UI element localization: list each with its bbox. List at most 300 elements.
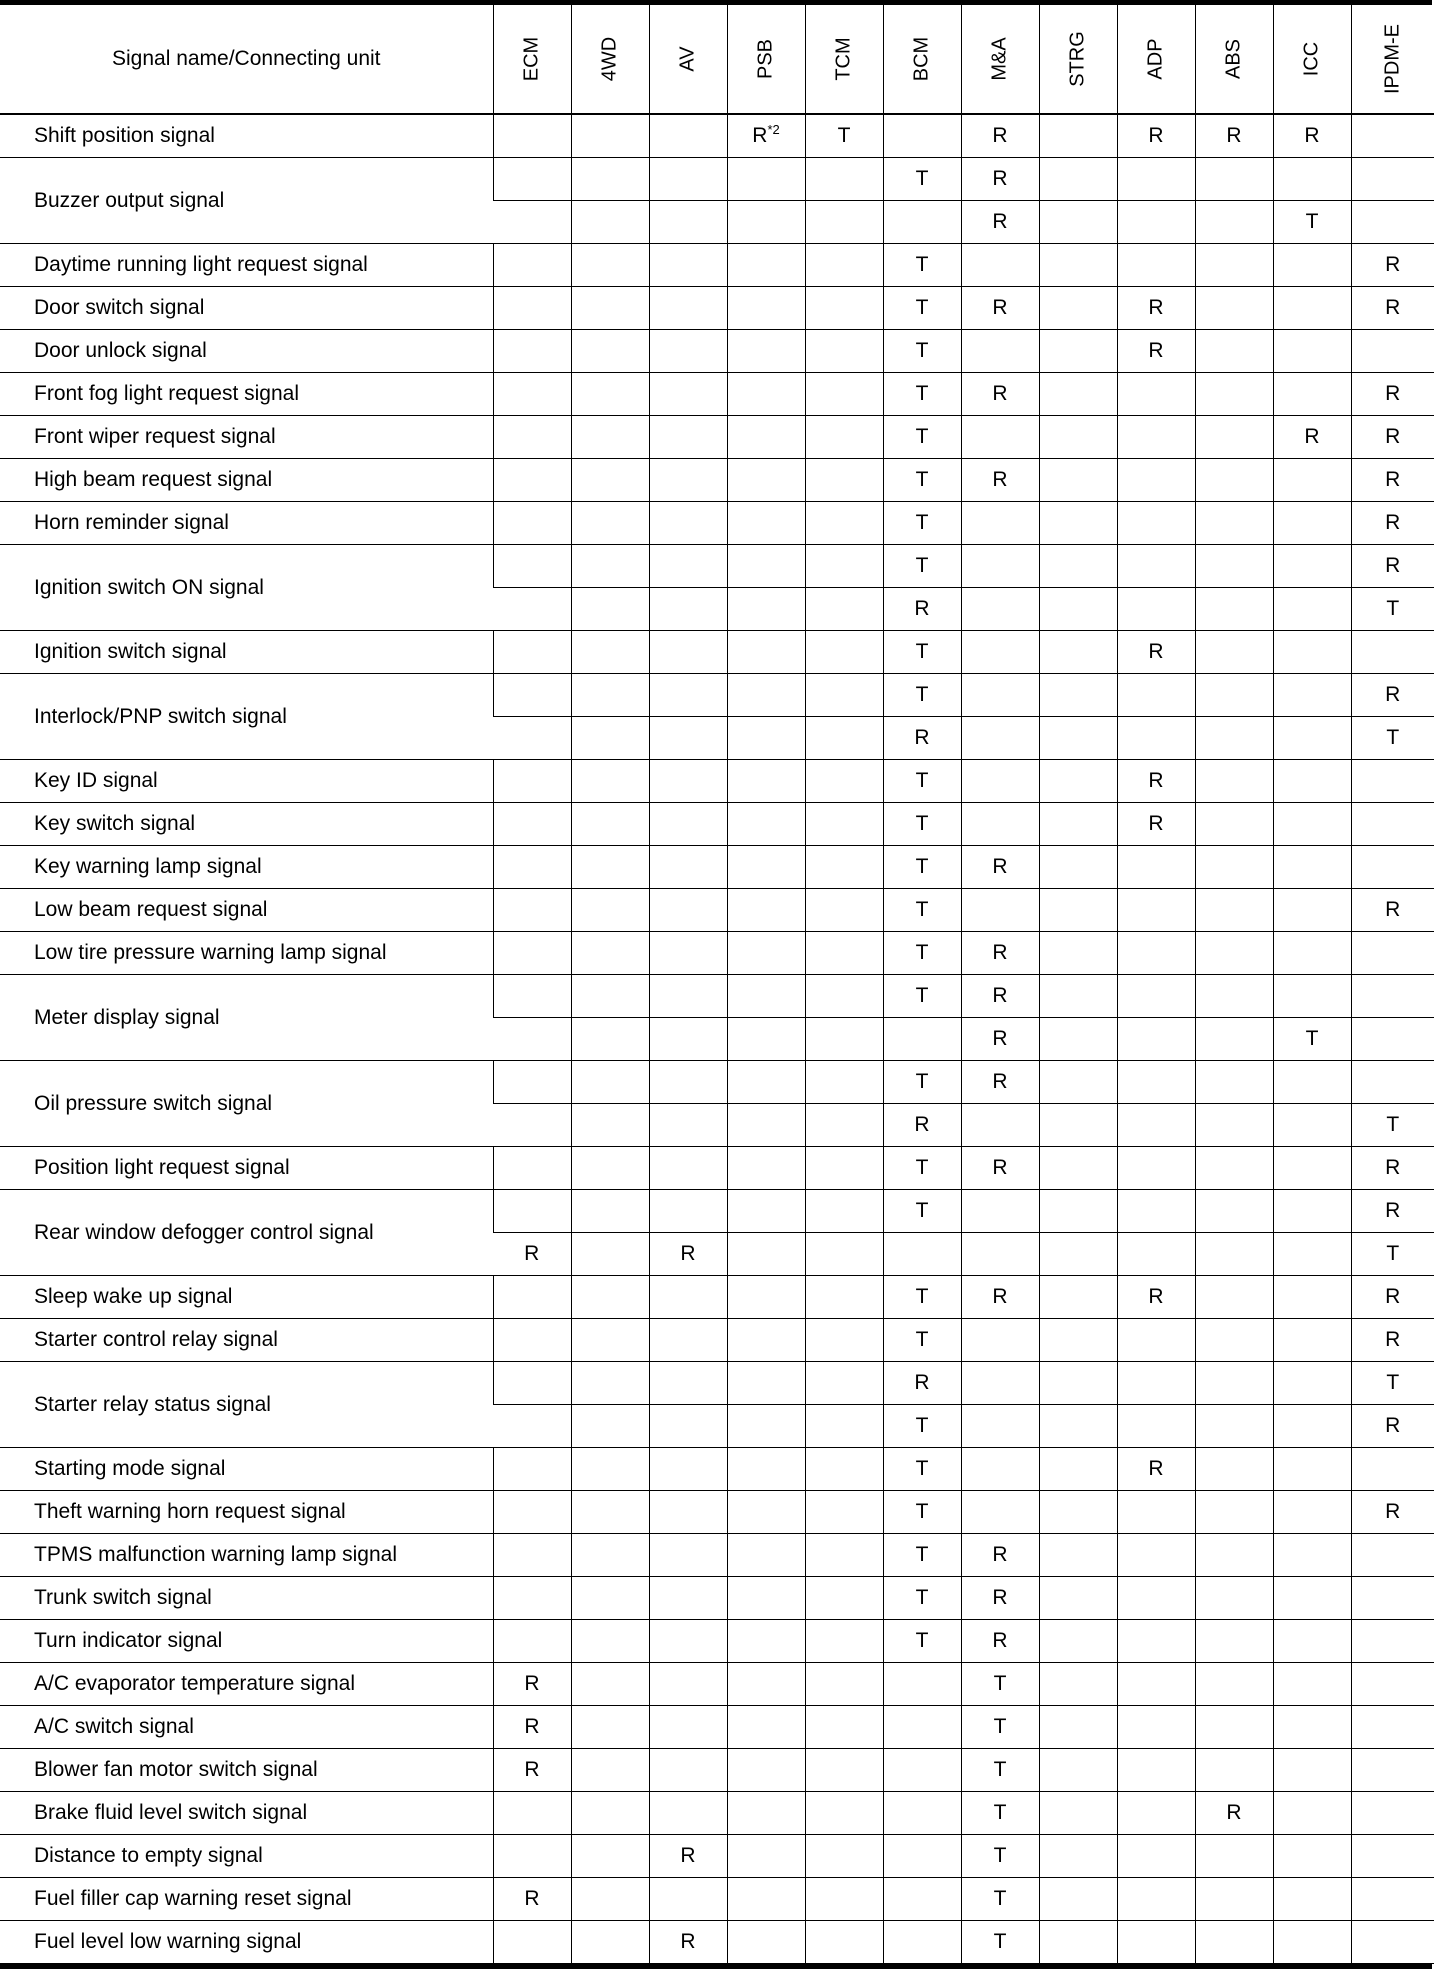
unit-cell-abs xyxy=(1195,1749,1273,1792)
unit-cell-icc xyxy=(1273,1577,1351,1620)
unit-cell-psb xyxy=(727,1878,805,1921)
unit-cell-adp xyxy=(1117,1491,1195,1534)
unit-cell-psb xyxy=(727,1534,805,1577)
signal-name-cell: Starter relay status signal xyxy=(0,1362,493,1448)
header-unit-av xyxy=(649,5,727,114)
unit-cell-adp xyxy=(1117,1319,1195,1362)
unit-cell-strg xyxy=(1039,1190,1117,1233)
unit-cell-icc xyxy=(1273,1405,1351,1448)
unit-cell-m-a xyxy=(961,1405,1039,1448)
unit-cell-ecm xyxy=(493,760,571,803)
header-unit-icc xyxy=(1273,5,1351,114)
unit-cell-tcm xyxy=(805,1792,883,1835)
unit-cell-icc xyxy=(1273,1190,1351,1233)
unit-cell-icc xyxy=(1273,760,1351,803)
unit-cell-tcm xyxy=(805,1147,883,1190)
unit-cell-icc xyxy=(1273,244,1351,287)
table-row xyxy=(0,631,1434,674)
unit-cell-strg xyxy=(1039,932,1117,975)
unit-cell-abs xyxy=(1195,1491,1273,1534)
unit-cell-ipdm-e xyxy=(1351,330,1434,373)
unit-cell-m-a xyxy=(961,889,1039,932)
unit-cell-bcm: R xyxy=(883,588,961,631)
unit-cell-psb xyxy=(727,1491,805,1534)
unit-cell-ecm xyxy=(493,1319,571,1362)
unit-cell-tcm xyxy=(805,244,883,287)
header-unit-label: PSB xyxy=(754,38,777,80)
unit-cell-ecm xyxy=(493,416,571,459)
unit-cell-bcm: T xyxy=(883,932,961,975)
unit-cell-ecm xyxy=(493,244,571,287)
unit-cell-av xyxy=(649,760,727,803)
unit-cell-m-a: R xyxy=(961,1620,1039,1663)
unit-cell-ecm xyxy=(493,1534,571,1577)
unit-cell-ecm: R xyxy=(493,1663,571,1706)
unit-cell-av xyxy=(649,1491,727,1534)
unit-cell-av: R xyxy=(649,1233,727,1276)
unit-cell-abs: R xyxy=(1195,114,1273,158)
table-row xyxy=(0,1620,1434,1663)
unit-cell-strg xyxy=(1039,1362,1117,1405)
unit-cell-ecm xyxy=(493,201,571,244)
unit-cell-abs xyxy=(1195,1147,1273,1190)
unit-cell-strg xyxy=(1039,1405,1117,1448)
unit-cell-abs xyxy=(1195,1104,1273,1147)
signal-name-cell: Ignition switch ON signal xyxy=(0,545,493,631)
unit-cell-tcm xyxy=(805,459,883,502)
unit-cell-tcm xyxy=(805,1233,883,1276)
signal-name-cell: Rear window defogger control signal xyxy=(0,1190,493,1276)
unit-cell-tcm xyxy=(805,846,883,889)
unit-cell-bcm xyxy=(883,1792,961,1835)
unit-cell-ecm xyxy=(493,1061,571,1104)
unit-cell-icc xyxy=(1273,502,1351,545)
unit-cell-m-a: R xyxy=(961,1534,1039,1577)
unit-cell-ipdm-e xyxy=(1351,1577,1434,1620)
unit-cell-4wd xyxy=(571,1233,649,1276)
unit-cell-psb xyxy=(727,1276,805,1319)
unit-cell-ecm: R xyxy=(493,1749,571,1792)
unit-cell-av xyxy=(649,1061,727,1104)
unit-cell-4wd xyxy=(571,588,649,631)
unit-cell-ipdm-e: R xyxy=(1351,545,1434,588)
unit-cell-av xyxy=(649,201,727,244)
unit-cell-icc xyxy=(1273,1792,1351,1835)
table-row xyxy=(0,889,1434,932)
unit-cell-av xyxy=(649,631,727,674)
unit-cell-strg xyxy=(1039,1835,1117,1878)
unit-cell-abs xyxy=(1195,373,1273,416)
unit-cell-strg xyxy=(1039,158,1117,201)
unit-cell-strg xyxy=(1039,975,1117,1018)
unit-cell-m-a xyxy=(961,1104,1039,1147)
unit-cell-abs xyxy=(1195,158,1273,201)
unit-cell-abs xyxy=(1195,1706,1273,1749)
unit-cell-av xyxy=(649,1362,727,1405)
unit-cell-tcm xyxy=(805,1362,883,1405)
unit-cell-tcm xyxy=(805,158,883,201)
unit-cell-bcm: T xyxy=(883,158,961,201)
unit-cell-4wd xyxy=(571,1319,649,1362)
unit-cell-tcm xyxy=(805,502,883,545)
unit-cell-ipdm-e: T xyxy=(1351,1233,1434,1276)
unit-cell-av xyxy=(649,1792,727,1835)
unit-cell-ecm xyxy=(493,631,571,674)
header-unit-label: STRG xyxy=(1066,31,1089,87)
unit-cell-4wd xyxy=(571,1749,649,1792)
unit-cell-av xyxy=(649,1147,727,1190)
unit-cell-psb xyxy=(727,1706,805,1749)
unit-cell-strg xyxy=(1039,1921,1117,1964)
unit-cell-adp: R xyxy=(1117,114,1195,158)
unit-cell-adp xyxy=(1117,416,1195,459)
unit-cell-ipdm-e: R xyxy=(1351,1319,1434,1362)
unit-cell-psb xyxy=(727,158,805,201)
unit-cell-ipdm-e: R xyxy=(1351,459,1434,502)
header-unit-label: TCM xyxy=(832,37,855,81)
unit-cell-tcm xyxy=(805,1448,883,1491)
unit-cell-ipdm-e: R xyxy=(1351,244,1434,287)
unit-cell-strg xyxy=(1039,373,1117,416)
unit-cell-icc xyxy=(1273,932,1351,975)
unit-cell-tcm xyxy=(805,1190,883,1233)
unit-cell-abs xyxy=(1195,416,1273,459)
unit-cell-strg xyxy=(1039,803,1117,846)
unit-cell-m-a xyxy=(961,760,1039,803)
unit-cell-4wd xyxy=(571,760,649,803)
unit-cell-abs xyxy=(1195,932,1273,975)
unit-cell-4wd xyxy=(571,1276,649,1319)
unit-cell-bcm xyxy=(883,1878,961,1921)
table-row xyxy=(0,1319,1434,1362)
unit-cell-ipdm-e: T xyxy=(1351,588,1434,631)
header-unit-abs xyxy=(1195,5,1273,114)
unit-cell-ecm xyxy=(493,114,571,158)
unit-cell-4wd xyxy=(571,158,649,201)
unit-cell-strg xyxy=(1039,674,1117,717)
unit-cell-strg xyxy=(1039,1233,1117,1276)
unit-cell-psb xyxy=(727,1362,805,1405)
unit-cell-adp xyxy=(1117,846,1195,889)
unit-cell-4wd xyxy=(571,631,649,674)
table-row xyxy=(0,1835,1434,1878)
unit-cell-tcm xyxy=(805,1577,883,1620)
signal-name-cell: A/C switch signal xyxy=(0,1706,493,1749)
unit-cell-tcm xyxy=(805,803,883,846)
unit-cell-icc xyxy=(1273,1276,1351,1319)
unit-cell-icc xyxy=(1273,631,1351,674)
header-unit-strg xyxy=(1039,5,1117,114)
unit-cell-av xyxy=(649,674,727,717)
unit-cell-m-a: T xyxy=(961,1663,1039,1706)
unit-cell-ecm xyxy=(493,1577,571,1620)
unit-cell-icc: R xyxy=(1273,416,1351,459)
unit-cell-4wd xyxy=(571,1061,649,1104)
unit-cell-icc xyxy=(1273,545,1351,588)
unit-cell-adp xyxy=(1117,1147,1195,1190)
signal-name-cell: Low beam request signal xyxy=(0,889,493,932)
signal-name-cell: TPMS malfunction warning lamp signal xyxy=(0,1534,493,1577)
unit-cell-bcm: T xyxy=(883,1319,961,1362)
unit-cell-tcm xyxy=(805,1749,883,1792)
unit-cell-abs xyxy=(1195,459,1273,502)
unit-cell-abs xyxy=(1195,1534,1273,1577)
table-row xyxy=(0,975,1434,1018)
unit-cell-strg xyxy=(1039,330,1117,373)
unit-cell-psb xyxy=(727,545,805,588)
unit-cell-tcm xyxy=(805,760,883,803)
unit-cell-tcm xyxy=(805,588,883,631)
signal-name-cell: A/C evaporator temperature signal xyxy=(0,1663,493,1706)
unit-cell-bcm: T xyxy=(883,1405,961,1448)
unit-cell-ipdm-e xyxy=(1351,975,1434,1018)
unit-cell-4wd xyxy=(571,1448,649,1491)
unit-cell-strg xyxy=(1039,1534,1117,1577)
unit-cell-tcm xyxy=(805,1835,883,1878)
unit-cell-icc xyxy=(1273,1620,1351,1663)
unit-cell-psb xyxy=(727,1405,805,1448)
unit-cell-icc xyxy=(1273,674,1351,717)
unit-cell-adp xyxy=(1117,1233,1195,1276)
unit-cell-icc xyxy=(1273,373,1351,416)
unit-cell-4wd xyxy=(571,674,649,717)
signal-name-cell: Starting mode signal xyxy=(0,1448,493,1491)
unit-cell-abs xyxy=(1195,1061,1273,1104)
unit-cell-psb xyxy=(727,932,805,975)
unit-cell-adp xyxy=(1117,545,1195,588)
header-unit-ipdm-e xyxy=(1351,5,1434,114)
unit-cell-icc xyxy=(1273,1534,1351,1577)
unit-cell-icc xyxy=(1273,588,1351,631)
unit-cell-m-a: R xyxy=(961,1018,1039,1061)
unit-cell-m-a xyxy=(961,1233,1039,1276)
unit-cell-ipdm-e: T xyxy=(1351,717,1434,760)
unit-cell-ecm xyxy=(493,1018,571,1061)
unit-cell-ipdm-e xyxy=(1351,631,1434,674)
unit-cell-av xyxy=(649,1018,727,1061)
unit-cell-ecm xyxy=(493,287,571,330)
unit-cell-strg xyxy=(1039,1792,1117,1835)
unit-cell-adp xyxy=(1117,717,1195,760)
unit-cell-tcm xyxy=(805,932,883,975)
unit-cell-adp xyxy=(1117,459,1195,502)
unit-cell-bcm xyxy=(883,1233,961,1276)
unit-cell-strg xyxy=(1039,1706,1117,1749)
unit-cell-tcm: T xyxy=(805,114,883,158)
unit-cell-icc xyxy=(1273,1749,1351,1792)
unit-cell-adp xyxy=(1117,373,1195,416)
unit-cell-adp xyxy=(1117,889,1195,932)
unit-cell-4wd xyxy=(571,1534,649,1577)
unit-cell-psb xyxy=(727,717,805,760)
unit-cell-psb xyxy=(727,1921,805,1964)
unit-cell-abs xyxy=(1195,244,1273,287)
unit-cell-abs xyxy=(1195,1878,1273,1921)
unit-cell-abs xyxy=(1195,1663,1273,1706)
unit-cell-ipdm-e xyxy=(1351,760,1434,803)
unit-cell-av xyxy=(649,287,727,330)
unit-cell-tcm xyxy=(805,1104,883,1147)
unit-cell-adp xyxy=(1117,1104,1195,1147)
table-row xyxy=(0,1878,1434,1921)
unit-cell-ecm xyxy=(493,1491,571,1534)
unit-cell-bcm: T xyxy=(883,1491,961,1534)
unit-cell-bcm: T xyxy=(883,631,961,674)
unit-cell-icc xyxy=(1273,889,1351,932)
unit-cell-ecm xyxy=(493,1792,571,1835)
unit-cell-ipdm-e: R xyxy=(1351,1190,1434,1233)
unit-cell-4wd xyxy=(571,889,649,932)
unit-cell-ipdm-e xyxy=(1351,803,1434,846)
table-row xyxy=(0,803,1434,846)
unit-cell-tcm xyxy=(805,373,883,416)
unit-cell-ecm xyxy=(493,1147,571,1190)
unit-cell-adp xyxy=(1117,1190,1195,1233)
unit-cell-icc xyxy=(1273,1878,1351,1921)
unit-cell-bcm: T xyxy=(883,975,961,1018)
unit-cell-abs xyxy=(1195,1921,1273,1964)
table-row xyxy=(0,1147,1434,1190)
unit-cell-abs xyxy=(1195,1276,1273,1319)
unit-cell-4wd xyxy=(571,244,649,287)
unit-cell-m-a: R xyxy=(961,1147,1039,1190)
unit-cell-bcm: T xyxy=(883,459,961,502)
unit-cell-m-a: R xyxy=(961,846,1039,889)
unit-cell-adp xyxy=(1117,1018,1195,1061)
unit-cell-bcm: R xyxy=(883,1362,961,1405)
table-row xyxy=(0,1190,1434,1233)
unit-cell-ecm xyxy=(493,846,571,889)
unit-cell-m-a xyxy=(961,1362,1039,1405)
unit-cell-abs xyxy=(1195,674,1273,717)
unit-cell-ipdm-e xyxy=(1351,1663,1434,1706)
unit-cell-av xyxy=(649,803,727,846)
signal-unit-table xyxy=(0,5,1434,1964)
unit-cell-ipdm-e: R xyxy=(1351,1491,1434,1534)
unit-cell-av xyxy=(649,459,727,502)
signal-name-cell: Key switch signal xyxy=(0,803,493,846)
signal-name-cell: Key warning lamp signal xyxy=(0,846,493,889)
unit-cell-bcm: T xyxy=(883,1620,961,1663)
unit-cell-ipdm-e xyxy=(1351,1835,1434,1878)
unit-cell-av xyxy=(649,545,727,588)
unit-cell-psb xyxy=(727,1620,805,1663)
unit-cell-psb xyxy=(727,631,805,674)
unit-cell-ecm xyxy=(493,932,571,975)
unit-cell-adp: R xyxy=(1117,330,1195,373)
unit-cell-ecm xyxy=(493,1921,571,1964)
unit-cell-bcm: T xyxy=(883,1577,961,1620)
unit-cell-icc xyxy=(1273,459,1351,502)
unit-cell-4wd xyxy=(571,1921,649,1964)
unit-cell-bcm: T xyxy=(883,846,961,889)
unit-cell-bcm: T xyxy=(883,760,961,803)
unit-cell-bcm: T xyxy=(883,287,961,330)
unit-cell-ipdm-e: R xyxy=(1351,287,1434,330)
unit-cell-adp xyxy=(1117,1663,1195,1706)
header-unit-label: IPDM-E xyxy=(1381,24,1404,94)
unit-cell-tcm xyxy=(805,1620,883,1663)
unit-cell-strg xyxy=(1039,1620,1117,1663)
table-row xyxy=(0,114,1434,158)
signal-name-cell: Oil pressure switch signal xyxy=(0,1061,493,1147)
unit-cell-m-a: R xyxy=(961,975,1039,1018)
unit-cell-tcm xyxy=(805,1706,883,1749)
header-unit-ecm xyxy=(493,5,571,114)
signal-name-cell: Ignition switch signal xyxy=(0,631,493,674)
unit-cell-tcm xyxy=(805,545,883,588)
unit-cell-ecm xyxy=(493,1362,571,1405)
unit-cell-psb xyxy=(727,588,805,631)
unit-cell-m-a: R xyxy=(961,932,1039,975)
unit-cell-tcm xyxy=(805,1319,883,1362)
unit-cell-abs xyxy=(1195,803,1273,846)
unit-cell-psb xyxy=(727,1749,805,1792)
unit-cell-psb xyxy=(727,459,805,502)
unit-cell-strg xyxy=(1039,287,1117,330)
unit-cell-psb xyxy=(727,760,805,803)
unit-cell-av xyxy=(649,1190,727,1233)
unit-cell-m-a xyxy=(961,588,1039,631)
unit-cell-4wd xyxy=(571,114,649,158)
unit-cell-icc xyxy=(1273,1448,1351,1491)
unit-cell-ecm xyxy=(493,1620,571,1663)
unit-cell-4wd xyxy=(571,1104,649,1147)
unit-cell-ipdm-e: T xyxy=(1351,1362,1434,1405)
unit-cell-m-a xyxy=(961,330,1039,373)
unit-cell-icc xyxy=(1273,1061,1351,1104)
unit-cell-icc xyxy=(1273,1706,1351,1749)
unit-cell-abs xyxy=(1195,1362,1273,1405)
unit-cell-4wd xyxy=(571,459,649,502)
signal-name-cell: Door switch signal xyxy=(0,287,493,330)
unit-cell-strg xyxy=(1039,1018,1117,1061)
unit-cell-bcm: T xyxy=(883,416,961,459)
unit-cell-4wd xyxy=(571,717,649,760)
unit-cell-bcm xyxy=(883,1835,961,1878)
unit-cell-strg xyxy=(1039,1663,1117,1706)
unit-cell-icc xyxy=(1273,330,1351,373)
unit-cell-ipdm-e xyxy=(1351,1792,1434,1835)
unit-cell-psb xyxy=(727,287,805,330)
unit-cell-4wd xyxy=(571,416,649,459)
unit-cell-bcm xyxy=(883,1921,961,1964)
unit-cell-abs xyxy=(1195,1620,1273,1663)
unit-cell-tcm xyxy=(805,975,883,1018)
table-row xyxy=(0,1491,1434,1534)
unit-cell-ecm xyxy=(493,889,571,932)
unit-cell-av xyxy=(649,1405,727,1448)
unit-cell-av xyxy=(649,975,727,1018)
unit-cell-strg xyxy=(1039,1491,1117,1534)
unit-cell-tcm xyxy=(805,416,883,459)
unit-cell-adp xyxy=(1117,1792,1195,1835)
unit-cell-psb xyxy=(727,674,805,717)
unit-cell-tcm xyxy=(805,1663,883,1706)
unit-cell-bcm: T xyxy=(883,674,961,717)
unit-cell-ecm xyxy=(493,373,571,416)
unit-cell-4wd xyxy=(571,1878,649,1921)
unit-cell-strg xyxy=(1039,717,1117,760)
unit-cell-av xyxy=(649,846,727,889)
unit-cell-av xyxy=(649,1276,727,1319)
unit-cell-ecm: R xyxy=(493,1706,571,1749)
unit-cell-ipdm-e xyxy=(1351,1706,1434,1749)
unit-cell-m-a: T xyxy=(961,1878,1039,1921)
signal-name-cell: Door unlock signal xyxy=(0,330,493,373)
unit-cell-adp: R xyxy=(1117,287,1195,330)
unit-cell-strg xyxy=(1039,760,1117,803)
